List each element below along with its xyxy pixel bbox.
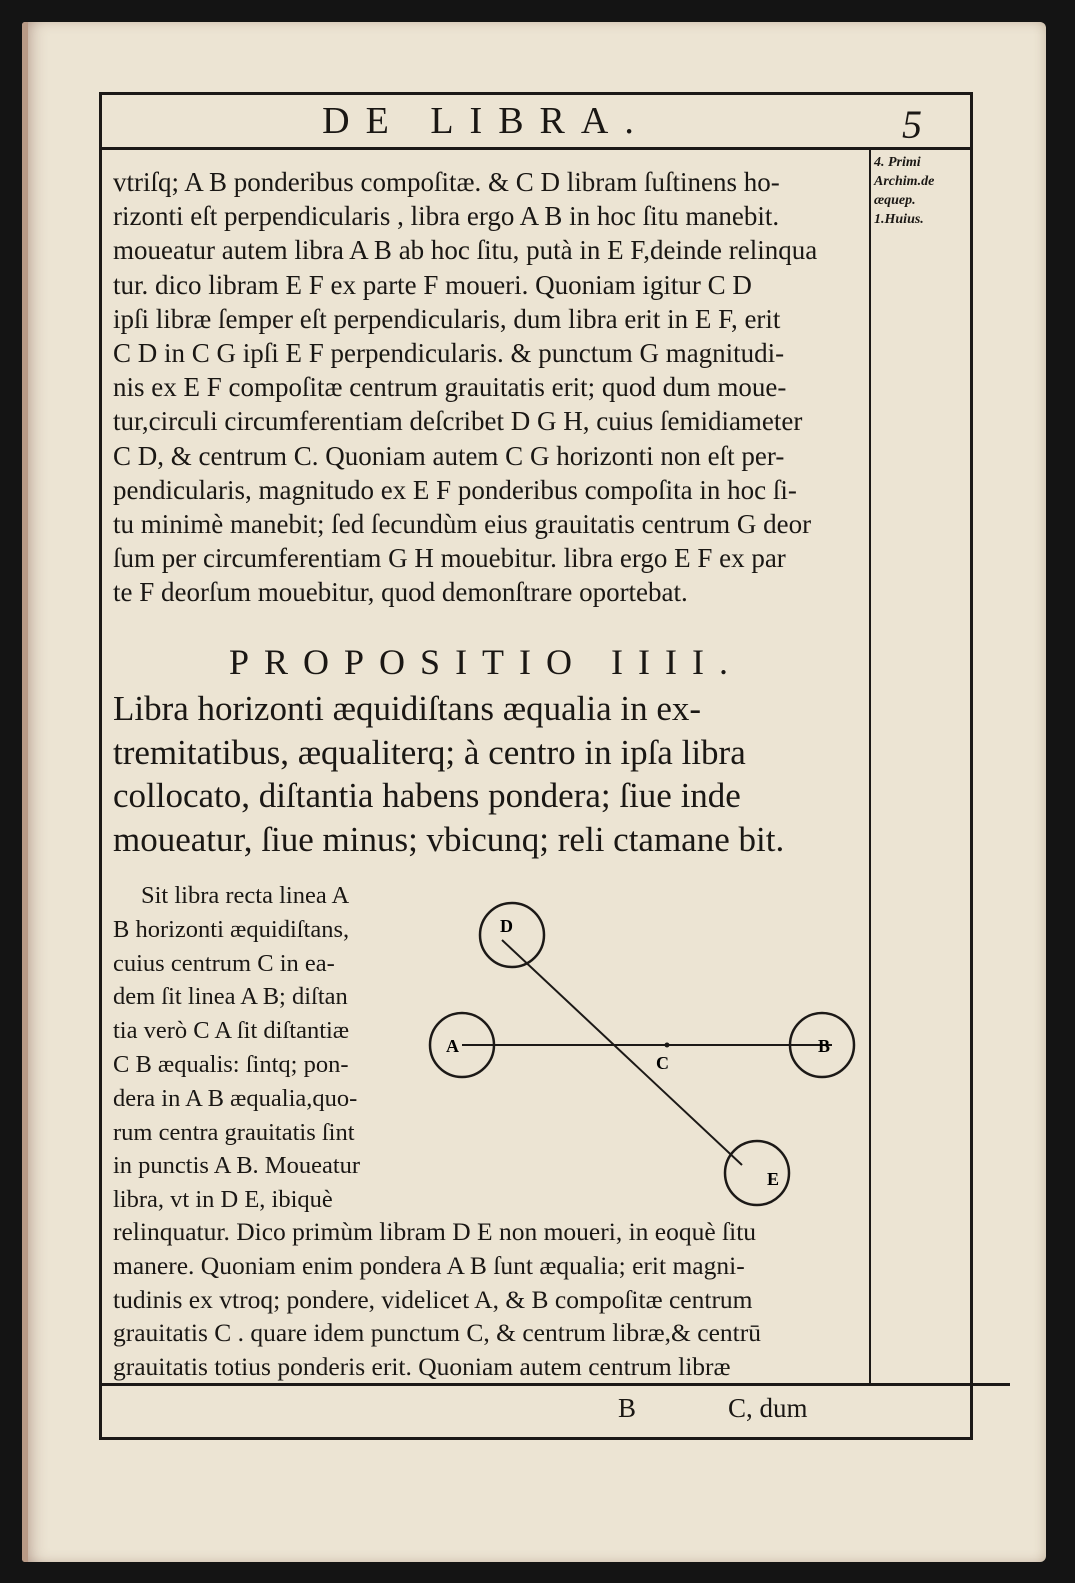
marginal-note-line: 1.Huius. xyxy=(874,212,924,227)
running-head: DE LIBRA. xyxy=(322,100,650,142)
proof-line: dem ſit linea A B; diſtan xyxy=(113,983,348,1011)
proof-line: B horizonti æquidiſtans, xyxy=(113,915,350,943)
text-line: C D, & centrum C. Quoniam autem C G horizonti non eſt per- xyxy=(113,440,785,471)
marginal-note-line: Archim.de xyxy=(874,174,935,189)
text-line: tu minimè manebit; ſed ſecundùm eius grauitatis centrum G deor xyxy=(113,508,812,539)
footer-rule xyxy=(102,1383,1010,1386)
proof-line: in punctis A B. Moueatur xyxy=(113,1152,361,1180)
text-line: ipſi libræ ſemper eſt perpendicularis, dum libra erit in E F, erit xyxy=(113,303,781,334)
proof-line: manere. Quoniam enim pondera A B ſunt æqualia; erit magni- xyxy=(113,1250,745,1280)
signature-mark: B xyxy=(618,1393,637,1423)
text-frame xyxy=(99,92,973,1440)
figure-label-c: C xyxy=(656,1053,669,1073)
text-line: moueatur autem libra A B ab hoc ſitu, putà in E F,deinde relinqua xyxy=(113,235,818,266)
proof-line: relinquatur. Dico primùm libram D E non moueri, in eoquè ſitu xyxy=(113,1217,757,1246)
catchword: C, dum xyxy=(728,1393,808,1423)
enunciation-line: Libra horizonti æquidiſtans æqualia in ex- xyxy=(113,689,702,728)
enunciation-line: moueatur, ſiue minus; vbicunq; reli ctamane bit. xyxy=(113,819,785,859)
proof-line: tia verò C A ſit diſtantiæ xyxy=(113,1017,350,1045)
proof-line: Sit libra recta linea A xyxy=(141,882,350,909)
proof-line: rum centra grauitatis ſint xyxy=(113,1118,355,1146)
proof-line: grauitatis totius ponderis erit. Quoniam autem centrum libræ xyxy=(113,1352,731,1382)
enunciation-line: collocato, diſtantia habens pondera; ſiue inde xyxy=(113,776,741,815)
text-line: C D in C G ipſi E F perpendicularis. & punctum G magnitudi- xyxy=(113,337,785,368)
proof-line: C B æqualis: ſintq; pon- xyxy=(113,1050,349,1078)
text-line: vtriſq; A B ponderibus compoſitæ. & C D libram ſuſtinens ho- xyxy=(113,167,780,197)
page-number: 5 xyxy=(902,102,922,147)
proof-line: libra, vt in D E, ibiquè xyxy=(113,1186,333,1214)
body-text xyxy=(113,165,861,609)
center-point-c xyxy=(665,1043,670,1048)
proof-line: dera in A B æqualia,quo- xyxy=(113,1084,358,1112)
inclined-beam xyxy=(502,940,742,1165)
proof-line: cuius centrum C in ea- xyxy=(113,949,335,977)
weight-circle-e xyxy=(725,1141,789,1205)
marginal-note-line: 4. Primi xyxy=(874,155,921,170)
margin-rule xyxy=(869,149,871,1383)
proof-text-narrow xyxy=(113,879,413,1217)
text-line: te F deorſum mouebitur, quod demonſtrare oportebat. xyxy=(113,577,688,608)
header-rule xyxy=(102,147,970,150)
text-line: tur,circuli circumferentiam deſcribet D G H, cuius ſemidiameter xyxy=(113,406,803,437)
proof-text-full xyxy=(113,1215,861,1384)
page-edge xyxy=(22,22,28,1562)
enunciation-line: tremitatibus, æqualiterq; à centro in ipſa libra xyxy=(113,732,746,772)
proof-line: grauitatis C . quare idem punctum C, & centrum libræ,& centrū xyxy=(113,1318,761,1348)
figure-label-d: D xyxy=(500,916,513,936)
book-page xyxy=(22,22,1046,1562)
proposition-title: PROPOSITIO IIII. xyxy=(229,642,743,682)
text-line: nis ex E F compoſitæ centrum grauitatis erit; quod dum moue- xyxy=(113,372,787,403)
text-line: tur. dico libram E F ex parte F moueri. Quoniam igitur C D xyxy=(113,269,752,300)
text-line: rizonti eſt perpendicularis , libra ergo A B in hoc ſitu manebit. xyxy=(113,201,780,232)
text-line: ſum per circumferentiam G H mouebitur. libra ergo E F ex par xyxy=(113,543,786,574)
marginal-note-line: æquep. xyxy=(874,193,916,208)
figure-label-e: E xyxy=(767,1169,780,1189)
proposition-enunciation xyxy=(113,687,861,861)
proof-line: tudinis ex vtroq; pondere, videlicet A, & B compoſitæ centrum xyxy=(113,1284,753,1314)
figure-label-b: B xyxy=(818,1036,831,1056)
figure-label-a: A xyxy=(446,1036,459,1056)
balance-diagram xyxy=(422,885,862,1215)
text-line: pendicularis, magnitudo ex E F ponderibus compoſita in hoc ſi- xyxy=(113,474,797,505)
marginal-note xyxy=(874,153,966,229)
